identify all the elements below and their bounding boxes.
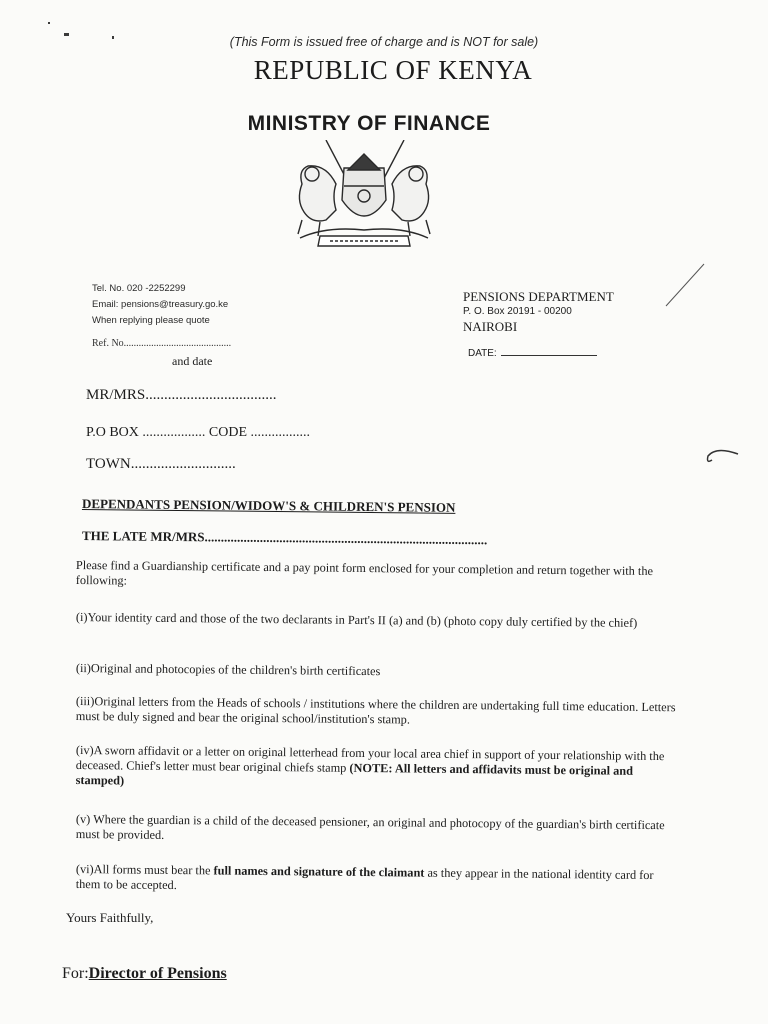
republic-title: REPUBLIC OF KENYA [253, 55, 533, 85]
requirement-item-6-emphasis: full names and signature of the claimant [213, 863, 425, 880]
requirement-item-1: (i)Your identity card and those of the two declarants in Part's II (a) and (b) (photo copy duly certified by the chief) [75, 610, 638, 630]
requirement-item-3: (iii)Original letters from the Heads of schools / institutions where the children are undertaking full time education. Letters must be duly signed and bear the original school/institution's stamp. [75, 694, 676, 727]
date-label: DATE: [468, 348, 497, 359]
mr-mrs-field: MR/MRS................................... [86, 387, 277, 403]
free-of-charge-notice: (This Form is issued free of charge and is NOT for sale) [229, 35, 539, 49]
kenya-coat-of-arms-icon [286, 140, 442, 250]
email-address: Email: pensions@treasury.go.ke [92, 299, 229, 310]
department-name: PENSIONS DEPARTMENT [463, 289, 614, 304]
pen-stroke-mark [660, 260, 710, 310]
replying-instruction: When replying please quote [92, 315, 210, 326]
scan-speck [48, 22, 50, 24]
requirement-item-4 [76, 743, 676, 794]
late-mr-mrs-field: THE LATE MR/MRS....................................................................................... [81, 528, 488, 548]
ministry-title: MINISTRY OF FINANCE [247, 112, 491, 135]
scan-speck [64, 33, 69, 36]
requirement-item-6-end: as they appear in the national identity card for them to be accepted. [75, 865, 654, 893]
pension-heading: DEPENDANTS PENSION/WIDOW'S & CHILDREN'S PENSION [81, 496, 456, 515]
yours-faithfully: Yours Faithfully, [66, 910, 154, 925]
for-label: For: [62, 965, 89, 982]
date-field [468, 348, 597, 359]
requirement-item-4-note: (NOTE: All letters and affidavits must be original and stamped) [75, 760, 634, 788]
pobox-code-field: P.O BOX .................. CODE ................. [86, 425, 311, 440]
and-date-label: and date [172, 354, 213, 368]
requirement-item-5: (v) Where the guardian is a child of the deceased pensioner, an original and photocopy of the guardian's birth certificate must be provided. [75, 812, 665, 842]
requirement-item-6 [76, 862, 676, 898]
scan-speck [112, 36, 114, 39]
department-pobox: P. O. Box 20191 - 00200 [463, 306, 572, 317]
contact-block [92, 281, 228, 329]
town-field: TOWN............................ [86, 456, 236, 472]
department-city: NAIROBI [463, 319, 518, 334]
reference-number-field: Ref. No........................................... [92, 338, 232, 349]
signatory-line [62, 965, 227, 983]
director-title: Director of Pensions [88, 965, 227, 982]
requirement-item-6-start: (vi)All forms must bear the [75, 862, 211, 878]
intro-paragraph: Please find a Guardianship certificate and a pay point form enclosed for your completion and return together with the following: [75, 558, 654, 588]
telephone-number: Tel. No. 020 -2252299 [92, 283, 186, 294]
requirement-item-4-text: (iv)A sworn affidavit or a letter on original letterhead from your local area chief in support of your relationship with the deceased. Chief's letter must bear original chiefs stamp [75, 743, 665, 775]
date-line [501, 355, 597, 356]
pen-stroke-mark [702, 446, 742, 468]
department-address [463, 289, 614, 334]
requirement-item-2: (ii)Original and photocopies of the children's birth certificates [75, 661, 381, 679]
